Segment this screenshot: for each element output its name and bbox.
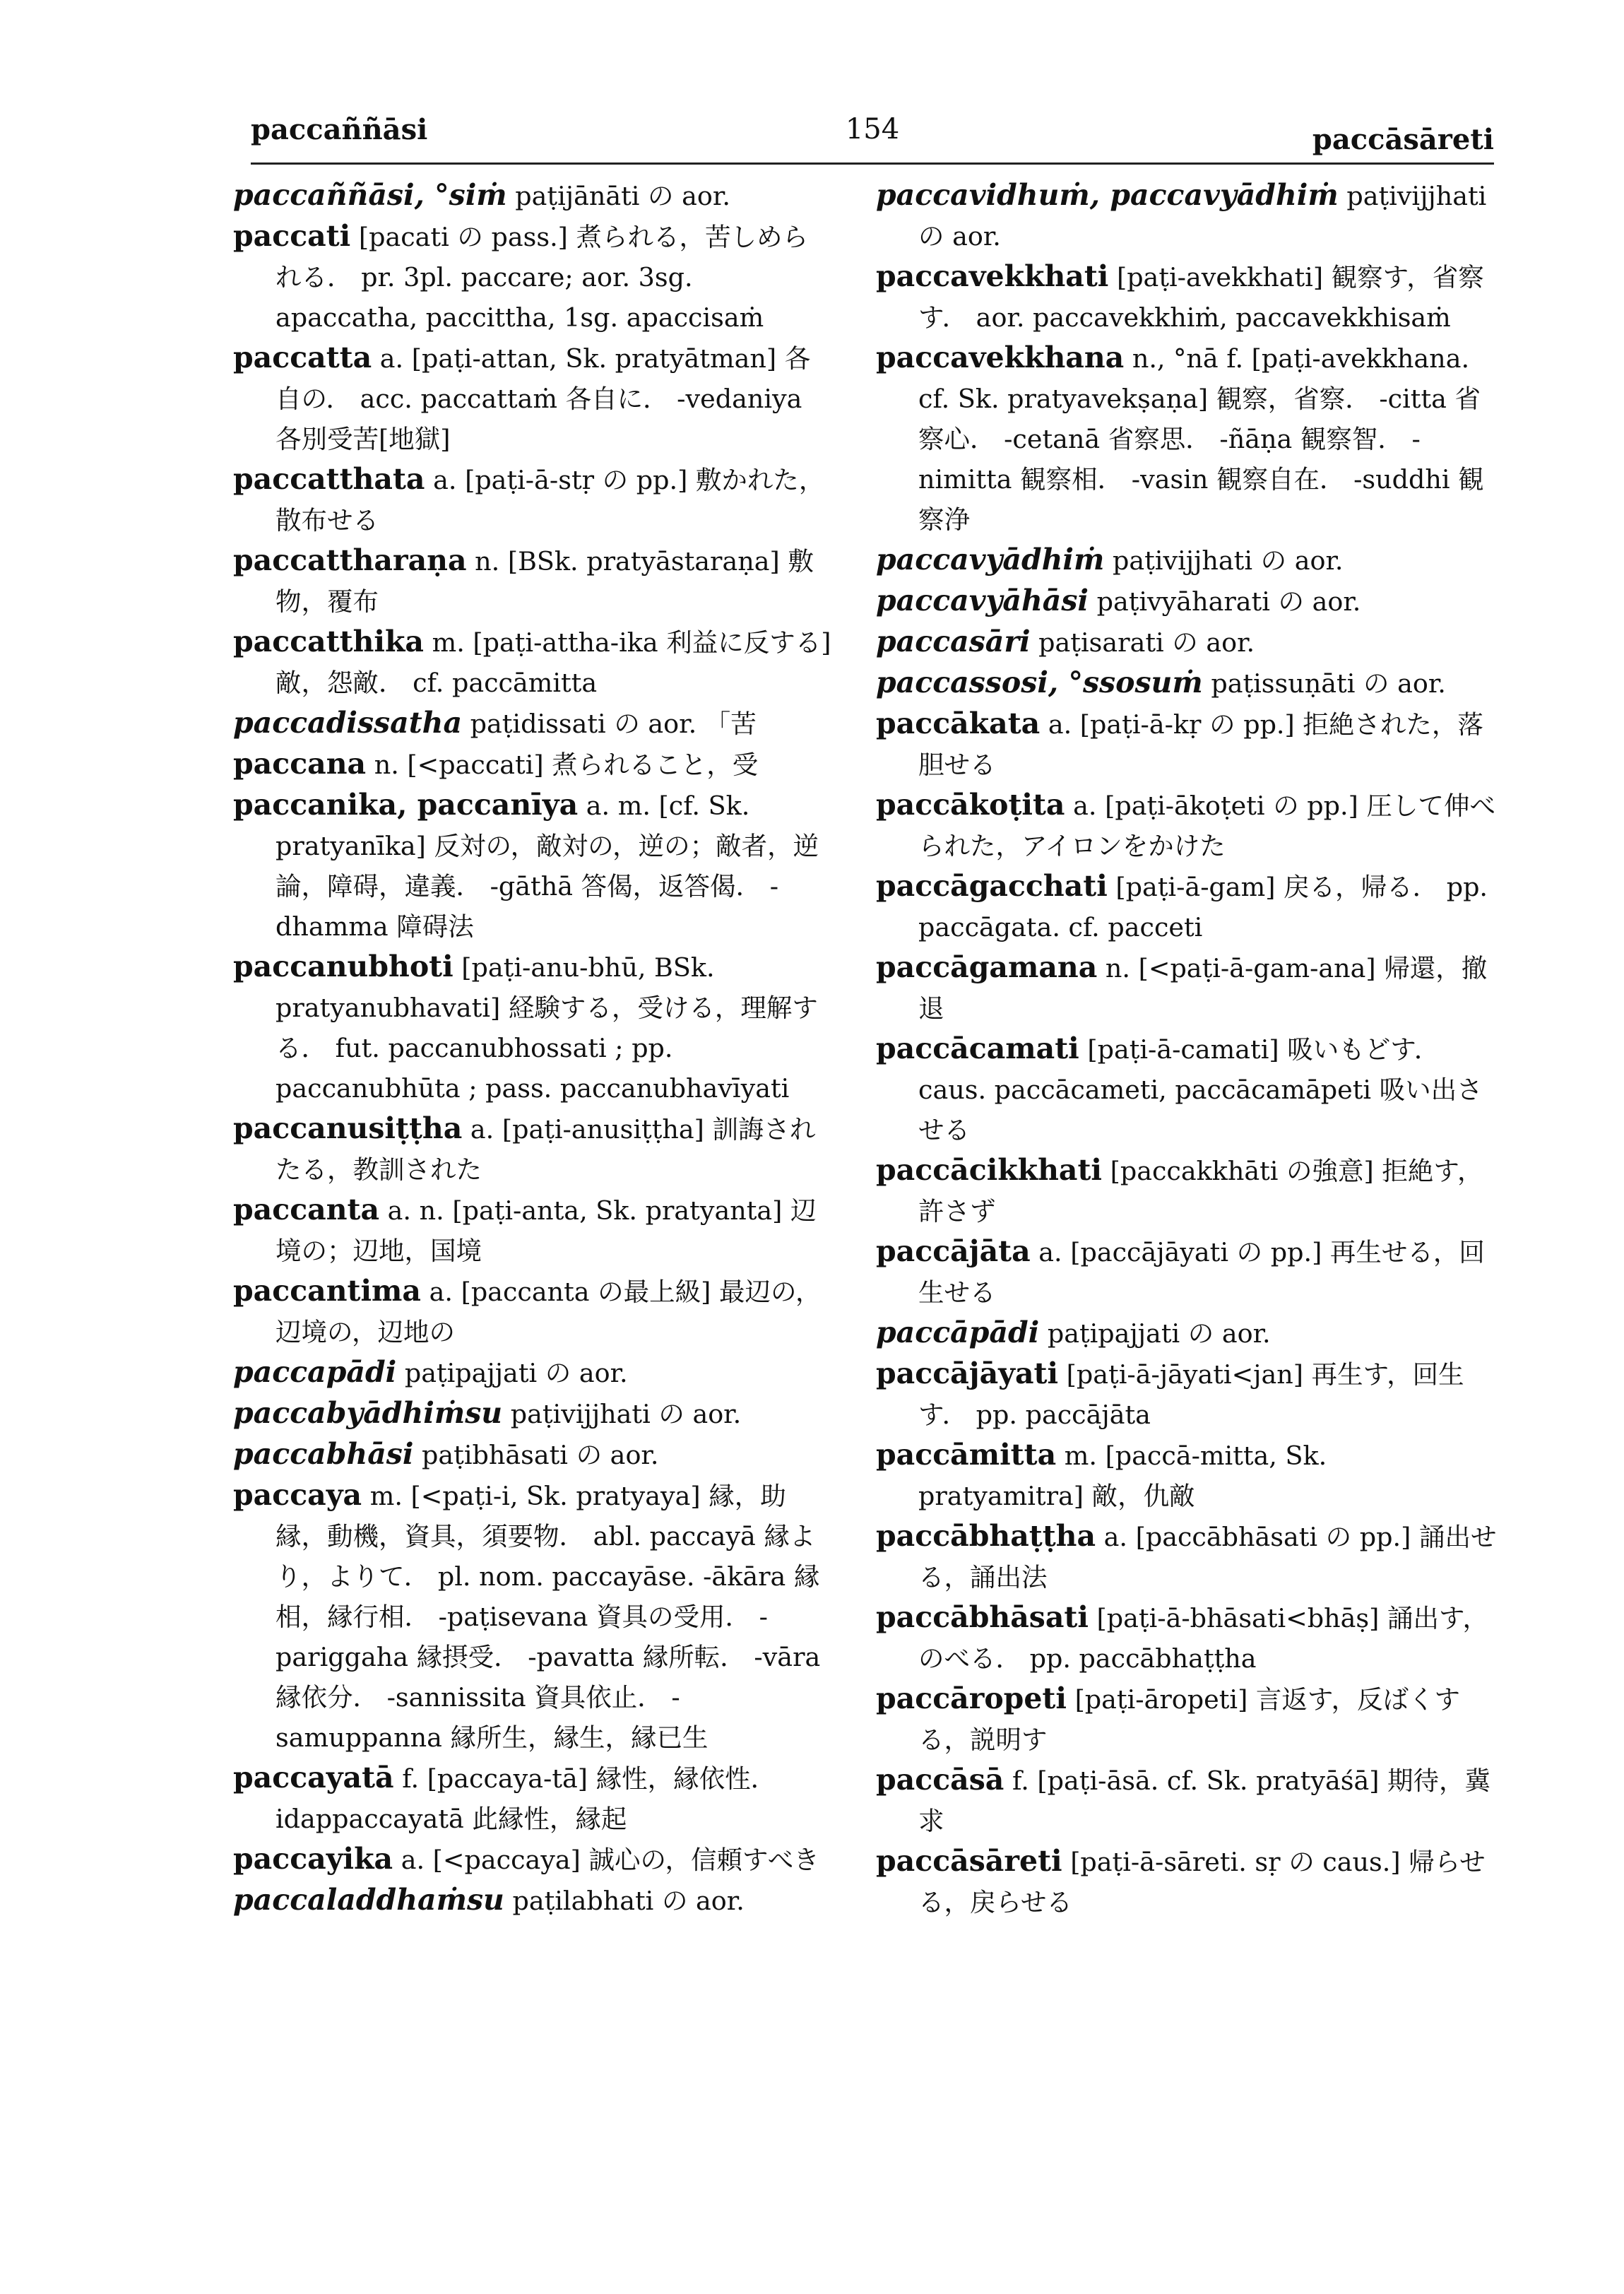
definition: n. [BSk. pratyāstaraṇa] 敷物，覆布 bbox=[275, 546, 814, 617]
definition: a. [<paccaya] 誠心の，信頼すべき bbox=[401, 1845, 819, 1875]
dictionary-entry bbox=[233, 1190, 834, 1271]
dictionary-entry bbox=[876, 704, 1498, 785]
headword: paccatthika bbox=[233, 625, 424, 658]
dictionary-entry bbox=[233, 1880, 834, 1921]
headword: paccāgamana bbox=[876, 950, 1098, 984]
dictionary-entry bbox=[876, 1313, 1498, 1354]
dictionary-entry bbox=[876, 175, 1498, 256]
page-number: 154 bbox=[845, 113, 900, 146]
page-header bbox=[251, 106, 1494, 165]
dictionary-entry bbox=[876, 540, 1498, 581]
dictionary-entry bbox=[233, 216, 834, 338]
definition: paṭibhāsati の aor. bbox=[422, 1440, 659, 1470]
headword: paccājāyati bbox=[876, 1356, 1059, 1390]
headword: paccatta bbox=[233, 341, 372, 374]
definition: a. [paṭi-ā-stṛ の pp.] 敷かれた，散布せる bbox=[275, 465, 825, 536]
headword: paccavyāhāsi bbox=[876, 584, 1089, 617]
definition: paṭivijjhati の aor. bbox=[510, 1399, 742, 1429]
definition: a. n. [paṭi-anta, Sk. pratyanta] 辺境の；辺地，国境 bbox=[275, 1195, 817, 1266]
definition: m. [<paṭi-i, Sk. pratyaya] 縁，助縁，動機，資具，須要物． abl. paccayā 縁より，よりて． pl. nom. paccayāse. -ākāra 縁相，縁行相． -paṭisevana 資具の受用． -pariggaha 縁摂受． -pavatta 縁所転． -vāra 縁依分． -sannissita 資具依止． -samuppanna 縁所生，縁生，縁已生 bbox=[275, 1481, 821, 1753]
definition: a. [paccanta の最上級] 最辺の，辺境の，辺地の bbox=[275, 1277, 822, 1347]
headword: paccanubhoti bbox=[233, 950, 454, 983]
definition: a. [paṭi-ākoṭeti の pp.] 圧して伸べられた，アイロンをかけた bbox=[918, 791, 1495, 861]
running-head-right: paccāsāreti bbox=[1312, 123, 1494, 156]
dictionary-entry bbox=[233, 1839, 834, 1880]
dictionary-entry bbox=[233, 1758, 834, 1839]
headword: paccavekkhana bbox=[876, 341, 1125, 374]
headword: paccācamati bbox=[876, 1031, 1079, 1065]
definition: paṭipajjati の aor. bbox=[404, 1358, 628, 1388]
headword: paccāsāreti bbox=[876, 1844, 1062, 1878]
definition: f. [paṭi-āsā. cf. Sk. pratyāśā] 期待，冀求 bbox=[918, 1766, 1491, 1836]
dictionary-entry bbox=[876, 1679, 1498, 1760]
dictionary-entry bbox=[233, 1434, 834, 1475]
definition: n., °nā f. [paṭi-avekkhana. cf. Sk. pratyavekṣaṇa] 観察，省察． -citta 省察心． -cetanā 省察思． -ñāṇa 観察智． -nimitta 観察相． -vasin 観察自在． -suddhi 観察浄 bbox=[918, 343, 1484, 535]
definition: a. [paṭi-anusiṭṭha] 訓誨されたる，教訓された bbox=[275, 1114, 816, 1185]
dictionary-entry bbox=[233, 622, 834, 703]
dictionary-entry bbox=[233, 703, 834, 744]
headword: paccabyādhiṁsu bbox=[233, 1396, 503, 1430]
definition: paṭivijjhati の aor. bbox=[918, 181, 1487, 252]
headword: paccāmitta bbox=[876, 1438, 1057, 1472]
headword: paccadissatha bbox=[233, 706, 463, 740]
headword: paccāropeti bbox=[876, 1681, 1067, 1715]
headword: paccanika, paccanīya bbox=[233, 788, 579, 822]
headword: paccanta bbox=[233, 1193, 380, 1226]
headword: paccācikkhati bbox=[876, 1153, 1102, 1187]
definition: n. [<paṭi-ā-gam-ana] 帰還，撤退 bbox=[918, 953, 1488, 1024]
dictionary-entry bbox=[876, 866, 1498, 947]
dictionary-entry bbox=[876, 581, 1498, 622]
definition: paṭipajjati の aor. bbox=[1047, 1318, 1271, 1349]
definition: m. [paṭi-attha-ika 利益に反する] 敵，怨敵． cf. paccāmitta bbox=[275, 627, 831, 698]
dictionary-entry bbox=[233, 459, 834, 540]
dictionary-entry bbox=[876, 785, 1498, 866]
headword: paccābhaṭṭha bbox=[876, 1519, 1096, 1553]
definition: a. [paccājāyati の pp.] 再生せる，回生せる bbox=[918, 1237, 1485, 1308]
headword: paccaññāsi, °siṁ bbox=[233, 178, 507, 212]
definition: paṭijānāti の aor. bbox=[515, 181, 730, 211]
dictionary-entry bbox=[233, 785, 834, 947]
definition: paṭisarati の aor. bbox=[1038, 627, 1255, 658]
dictionary-entry bbox=[876, 1435, 1498, 1516]
dictionary-entry bbox=[876, 1354, 1498, 1435]
definition: paṭivijjhati の aor. bbox=[1113, 545, 1344, 576]
dictionary-entry bbox=[233, 338, 834, 459]
headword: paccavidhuṁ, paccavyādhiṁ bbox=[876, 178, 1339, 212]
definition: [paṭi-avekkhati] 観察す，省察す． aor. paccavekkhiṁ, paccavekkhisaṁ bbox=[918, 262, 1484, 333]
dictionary-entry bbox=[876, 1150, 1498, 1231]
dictionary-entry bbox=[233, 540, 834, 622]
dictionary-entry bbox=[876, 1597, 1498, 1679]
headword: paccattharaṇa bbox=[233, 543, 467, 577]
headword: paccavekkhati bbox=[876, 259, 1109, 293]
headword: paccākoṭita bbox=[876, 788, 1065, 822]
headword: paccāpādi bbox=[876, 1315, 1040, 1349]
definition: paṭidissati の aor. 「苦 bbox=[470, 709, 757, 739]
definition: paṭissuṇāti の aor. bbox=[1211, 668, 1446, 699]
headword: paccassosi, °ssosuṁ bbox=[876, 666, 1203, 699]
dictionary-entry bbox=[876, 256, 1498, 338]
headword: paccatthata bbox=[233, 462, 425, 496]
definition: paṭivyāharati の aor. bbox=[1096, 586, 1361, 617]
headword: paccapādi bbox=[233, 1355, 397, 1389]
headword: paccati bbox=[233, 219, 351, 253]
dictionary-entry bbox=[876, 663, 1498, 704]
definition: f. [paccaya-tā] 縁性，縁依性． idappaccayatā 此縁性，縁起 bbox=[275, 1763, 777, 1834]
headword: paccājāta bbox=[876, 1234, 1031, 1268]
definition: m. [paccā-mitta, Sk. pratyamitra] 敵，仇敵 bbox=[918, 1441, 1327, 1511]
dictionary-entry bbox=[233, 1108, 834, 1190]
dictionary-entry bbox=[876, 1841, 1498, 1922]
headword: paccayika bbox=[233, 1842, 393, 1876]
headword: paccābhāsati bbox=[876, 1600, 1089, 1634]
headword: paccasāri bbox=[876, 625, 1031, 658]
definition: [paṭi-āropeti] 言返す，反ばくする，説明す bbox=[918, 1684, 1461, 1755]
dictionary-entry bbox=[876, 1029, 1498, 1150]
dictionary-entry bbox=[233, 744, 834, 785]
dictionary-entry bbox=[876, 1231, 1498, 1313]
dictionary-entry bbox=[233, 1352, 834, 1393]
definition: [paṭi-ā-jāyati<jan] 再生す，回生す． pp. paccājāta bbox=[918, 1359, 1464, 1430]
dictionary-entry bbox=[876, 1516, 1498, 1597]
headword: paccaladdhaṁsu bbox=[233, 1883, 504, 1917]
definition: [paṭi-ā-gam] 戻る，帰る． pp. paccāgata. cf. pacceti bbox=[918, 872, 1488, 942]
headword: paccana bbox=[233, 747, 367, 781]
definition: [paṭi-ā-camati] 吸いもどす． caus. paccācameti, paccācamāpeti 吸い出させる bbox=[918, 1034, 1483, 1145]
definition: [pacati の pass.] 煮られる，苦しめられる． pr. 3pl. paccare; aor. 3sg. apaccatha, paccittha, 1sg. apaccisaṁ bbox=[275, 222, 809, 333]
headword: paccākata bbox=[876, 706, 1041, 740]
dictionary-entry bbox=[876, 338, 1498, 540]
dictionary-entry bbox=[233, 175, 834, 216]
headword: paccavyādhiṁ bbox=[876, 543, 1105, 577]
headword: paccabhāsi bbox=[233, 1437, 414, 1471]
dictionary-entry bbox=[233, 1393, 834, 1434]
headword: paccanusiṭṭha bbox=[233, 1111, 463, 1145]
dictionary-entry bbox=[876, 947, 1498, 1029]
headword: paccāsā bbox=[876, 1763, 1004, 1797]
dictionary-entry bbox=[233, 1475, 834, 1758]
dictionary-entry bbox=[233, 947, 834, 1108]
definition: [paṭi-ā-sāreti. sṛ の caus.] 帰らせる，戻らせる bbox=[918, 1847, 1486, 1917]
headword: paccaya bbox=[233, 1478, 362, 1512]
definition: a. m. [cf. Sk. pratyanīka] 反対の，敵対の，逆の；敵者，逆論，障碍，違義． -gāthā 答偈，返答偈． -dhamma 障碍法 bbox=[275, 791, 819, 942]
definition: a. [paṭi-ā-kṛ の pp.] 拒絶された，落胆せる bbox=[918, 709, 1483, 780]
right-column bbox=[876, 175, 1498, 1922]
definition: n. [<paccati] 煮られること，受 bbox=[374, 750, 759, 780]
definition: [paccakkhāti の強意] 拒絶す，許さず bbox=[918, 1156, 1483, 1226]
definition: [paṭi-ā-bhāsati<bhāṣ] 誦出す，のべる． pp. paccābhaṭṭha bbox=[918, 1603, 1489, 1674]
definition: [paṭi-anu-bhū, BSk. pratyanubhavati] 経験する，受ける，理解する． fut. paccanubhossati ; pp. paccanubhūta ; pass. paccanubhavīyati bbox=[275, 952, 818, 1104]
headword: paccayatā bbox=[233, 1761, 394, 1795]
definition: paṭilabhati の aor. bbox=[512, 1886, 745, 1916]
headword: paccāgacchati bbox=[876, 869, 1108, 903]
dictionary-entry bbox=[876, 622, 1498, 663]
running-head-left: paccaññāsi bbox=[251, 113, 428, 146]
dictionary-entry bbox=[876, 1760, 1498, 1841]
dictionary-entry bbox=[233, 1271, 834, 1352]
headword: paccantima bbox=[233, 1274, 421, 1308]
definition: a. [paṭi-attan, Sk. pratyātman] 各自の． acc. paccattaṁ 各自に． -vedaniya 各別受苦[地獄] bbox=[275, 343, 811, 454]
left-column bbox=[233, 175, 834, 1921]
definition: a. [paccābhāsati の pp.] 誦出せる，誦出法 bbox=[918, 1522, 1497, 1592]
